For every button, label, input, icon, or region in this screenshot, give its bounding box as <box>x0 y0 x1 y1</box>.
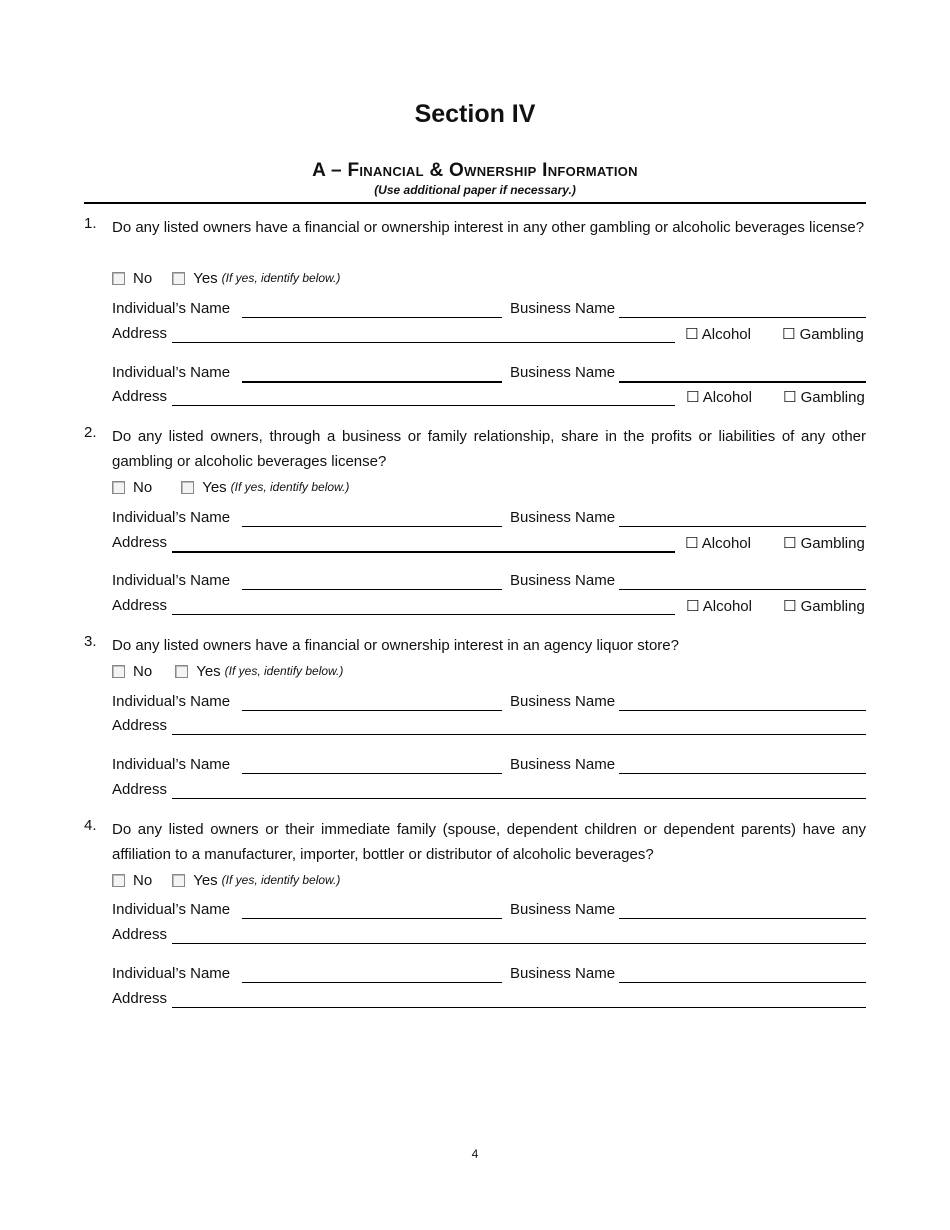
business-name-label: Business Name <box>510 901 616 918</box>
individual-name-field[interactable] <box>242 773 502 774</box>
address-label: Address <box>112 717 168 734</box>
page-number: 4 <box>471 1147 479 1161</box>
individual-name-label: Individual’s Name <box>112 509 231 526</box>
individual-name-label: Individual’s Name <box>112 901 231 918</box>
business-name-field[interactable] <box>619 526 866 527</box>
yes-checkbox[interactable] <box>172 874 185 887</box>
individual-name-field[interactable] <box>242 317 502 318</box>
address-label: Address <box>112 388 168 405</box>
yes-label: Yes <box>202 478 227 496</box>
business-name-label: Business Name <box>510 300 616 317</box>
yes-label: Yes <box>196 662 221 680</box>
name-row <box>112 364 866 384</box>
yes-label: Yes <box>193 269 218 287</box>
address-row <box>112 534 866 554</box>
address-row <box>112 717 866 737</box>
header-divider <box>84 202 866 204</box>
gambling-option[interactable]: ☐ Gambling <box>783 389 865 406</box>
address-label: Address <box>112 325 168 342</box>
section-note: (Use additional paper if necessary.) <box>374 183 576 197</box>
question-text: Do any listed owners, through a business or family relationship, share in the profits or liabilities of any other gambling or alcoholic beverages license? <box>112 428 866 470</box>
individual-name-label: Individual’s Name <box>112 300 231 317</box>
no-checkbox[interactable] <box>112 481 125 494</box>
address-row <box>112 325 866 345</box>
individual-name-field[interactable] <box>242 381 502 383</box>
individual-name-field[interactable] <box>242 710 502 711</box>
business-name-field[interactable] <box>619 982 866 983</box>
business-name-label: Business Name <box>510 509 616 526</box>
yes-hint: (If yes, identify below.) <box>230 480 350 494</box>
question-text: Do any listed owners or their immediate family (spouse, dependent children or dependent parents) have any affiliation to a manufacturer, importer, bottler or distributor of alcoholic beverages? <box>112 821 866 863</box>
question-3 <box>84 633 866 658</box>
no-checkbox[interactable] <box>112 665 125 678</box>
no-label: No <box>133 478 153 496</box>
address-label: Address <box>112 597 168 614</box>
yes-checkbox[interactable] <box>175 665 188 678</box>
business-name-field[interactable] <box>619 589 866 590</box>
individual-name-field[interactable] <box>242 526 502 527</box>
address-field[interactable] <box>172 614 675 615</box>
business-name-label: Business Name <box>510 572 616 589</box>
gambling-option[interactable]: ☐ Gambling <box>783 535 865 552</box>
name-row <box>112 300 866 320</box>
question-number: 4. <box>84 817 97 834</box>
address-row <box>112 388 866 408</box>
business-name-label: Business Name <box>510 364 616 381</box>
name-row <box>112 901 866 921</box>
address-row <box>112 990 866 1010</box>
address-label: Address <box>112 990 168 1007</box>
question-2-choices <box>112 477 369 497</box>
address-label: Address <box>112 781 168 798</box>
individual-name-field[interactable] <box>242 589 502 590</box>
question-text: Do any listed owners have a financial or ownership interest in any other gambling or alcoholic beverages license? <box>112 219 865 236</box>
name-row <box>112 693 866 713</box>
name-row <box>112 965 866 985</box>
question-2 <box>84 424 866 474</box>
address-label: Address <box>112 926 168 943</box>
no-checkbox[interactable] <box>112 272 125 285</box>
individual-name-label: Individual’s Name <box>112 756 231 773</box>
address-field[interactable] <box>172 342 675 343</box>
business-name-field[interactable] <box>619 710 866 711</box>
alcohol-option[interactable]: ☐ Alcohol <box>686 598 752 615</box>
address-field[interactable] <box>172 1007 866 1008</box>
business-name-label: Business Name <box>510 693 616 710</box>
yes-hint: (If yes, identify below.) <box>224 664 344 678</box>
question-number: 2. <box>84 424 97 441</box>
individual-name-field[interactable] <box>242 982 502 983</box>
no-label: No <box>133 871 153 889</box>
alcohol-option[interactable]: ☐ Alcohol <box>685 326 751 343</box>
yes-hint: (If yes, identify below.) <box>221 873 341 887</box>
no-label: No <box>133 269 153 287</box>
question-number: 1. <box>84 215 97 232</box>
address-field[interactable] <box>172 798 866 799</box>
address-field[interactable] <box>172 734 866 735</box>
name-row <box>112 572 866 592</box>
yes-checkbox[interactable] <box>172 272 185 285</box>
individual-name-label: Individual’s Name <box>112 965 231 982</box>
alcohol-option[interactable]: ☐ Alcohol <box>685 535 751 552</box>
question-1-choices <box>112 268 360 288</box>
address-row <box>112 926 866 946</box>
alcohol-option[interactable]: ☐ Alcohol <box>686 389 752 406</box>
address-row <box>112 781 866 801</box>
address-field[interactable] <box>172 551 675 553</box>
yes-label: Yes <box>193 871 218 889</box>
individual-name-label: Individual’s Name <box>112 364 231 381</box>
question-text: Do any listed owners have a financial or ownership interest in an agency liquor store? <box>112 637 679 654</box>
question-1 <box>84 215 866 240</box>
business-name-field[interactable] <box>619 317 866 318</box>
no-label: No <box>133 662 153 680</box>
question-4 <box>84 817 866 867</box>
no-checkbox[interactable] <box>112 874 125 887</box>
address-label: Address <box>112 534 168 551</box>
yes-hint: (If yes, identify below.) <box>221 271 341 285</box>
business-name-field[interactable] <box>619 918 866 919</box>
business-name-field[interactable] <box>619 773 866 774</box>
question-4-choices <box>112 870 360 890</box>
page-title: Section IV <box>414 100 536 128</box>
gambling-option[interactable]: ☐ Gambling <box>782 326 864 343</box>
address-field[interactable] <box>172 943 866 944</box>
business-name-field[interactable] <box>619 381 866 383</box>
question-number: 3. <box>84 633 97 650</box>
business-name-label: Business Name <box>510 756 616 773</box>
section-subtitle: A – Financial & Ownership Information <box>312 160 638 181</box>
yes-checkbox[interactable] <box>181 481 194 494</box>
address-row <box>112 597 866 617</box>
business-name-label: Business Name <box>510 965 616 982</box>
individual-name-label: Individual’s Name <box>112 572 231 589</box>
individual-name-field[interactable] <box>242 918 502 919</box>
name-row <box>112 509 866 529</box>
gambling-option[interactable]: ☐ Gambling <box>783 598 865 615</box>
individual-name-label: Individual’s Name <box>112 693 231 710</box>
question-3-choices <box>112 661 363 681</box>
address-field[interactable] <box>172 405 675 406</box>
name-row <box>112 756 866 776</box>
